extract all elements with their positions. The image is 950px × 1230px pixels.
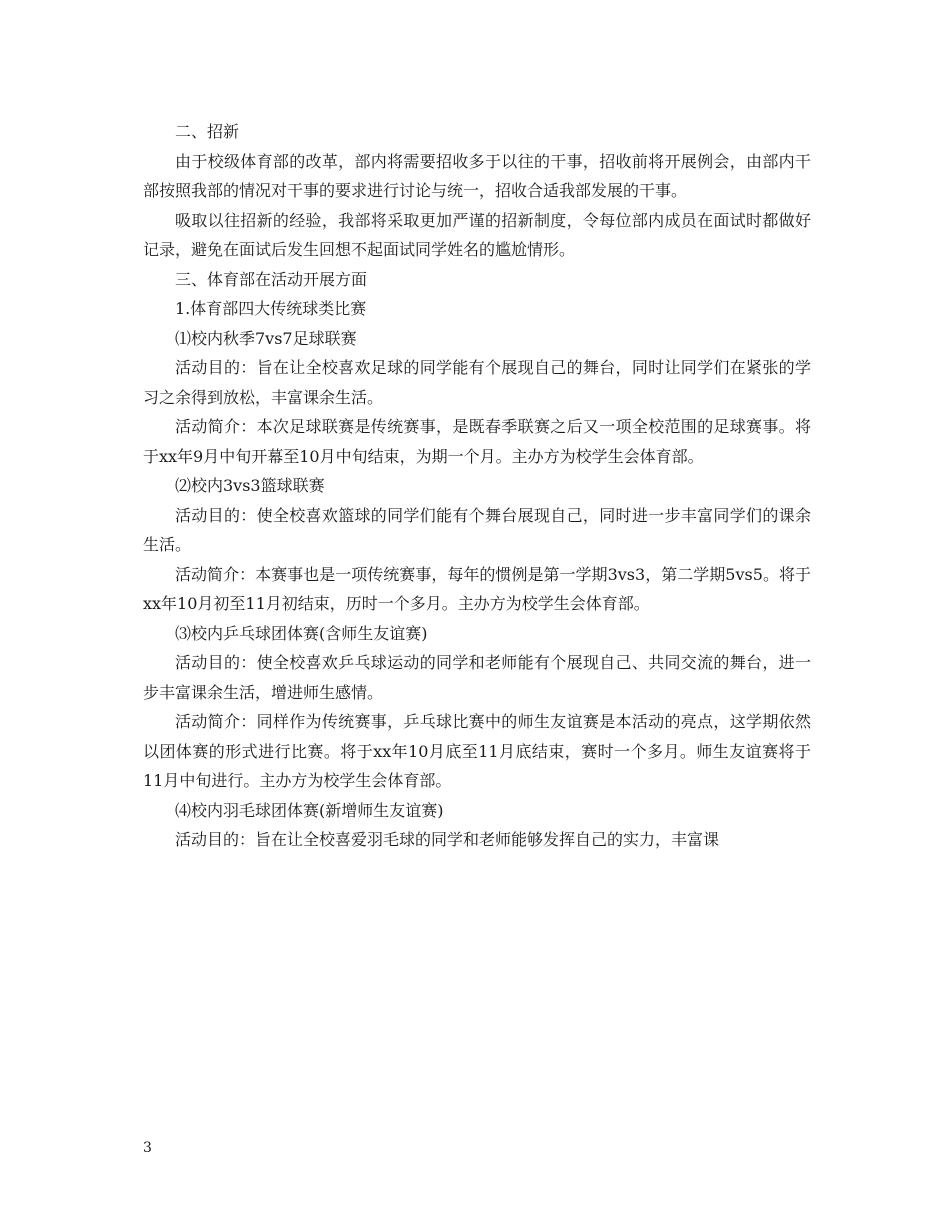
paragraph: 由于校级体育部的改革，部内将需要招收多于以往的干事，招收前将开展例会，由部内干部按照我部的情况对干事的要求进行讨论与统一，招收合适我部发展的干事。 <box>143 151 811 200</box>
paragraph: 活动目的：使全校喜欢乒乓球运动的同学和老师能有个展现自己、共同交流的舞台，进一步丰富课余生活，增进师生感情。 <box>143 653 811 702</box>
paragraph: 活动目的：旨在让全校喜爱羽毛球的同学和老师能够发挥自己的实力，丰富课 <box>175 830 720 849</box>
paragraph: 活动简介：同样作为传统赛事，乒乓球比赛中的师生友谊赛是本活动的亮点，这学期依然以团体赛的形式进行比赛。将于xx年10月底至11月底结束，赛时一个多月。师生友谊赛将于11月中旬进行。主办方为校学生会体育部。 <box>143 712 811 790</box>
section-heading-recruitment: 二、招新 <box>175 122 240 141</box>
section-heading-activities: 三、体育部在活动开展方面 <box>175 269 368 289</box>
paragraph: 活动目的：旨在让全校喜欢足球的同学能有个展现自己的舞台，同时让同学们在紧张的学习之余得到放松，丰富课余生活。 <box>143 358 811 407</box>
event-heading-table-tennis: ⑶校内乒乓球团体赛(含师生友谊赛) <box>175 623 428 643</box>
event-heading-football: ⑴校内秋季7vs7足球联赛 <box>175 328 357 348</box>
subsection-heading: 1.体育部四大传统球类比赛 <box>175 299 367 318</box>
document-body <box>143 117 811 855</box>
page-number: 3 <box>143 1140 152 1156</box>
paragraph: 活动简介：本赛事也是一项传统赛事，每年的惯例是第一学期3vs3，第二学期5vs5。将于xx年10月初至11月初结束，历时一个多月。主办方为校学生会体育部。 <box>143 564 811 613</box>
paragraph: 活动目的：使全校喜欢篮球的同学们能有个舞台展现自己，同时进一步丰富同学们的课余生活。 <box>143 505 811 554</box>
paragraph: 活动简介：本次足球联赛是传统赛事，是既春季联赛之后又一项全校范围的足球赛事。将于xx年9月中旬开幕至10月中旬结束，为期一个月。主办方为校学生会体育部。 <box>143 417 811 466</box>
event-heading-badminton: ⑷校内羽毛球团体赛(新增师生友谊赛) <box>175 800 444 820</box>
event-heading-basketball: ⑵校内3vs3篮球联赛 <box>175 476 325 495</box>
paragraph: 吸取以往招新的经验，我部将采取更加严谨的招新制度，令每位部内成员在面试时都做好记录，避免在面试后发生回想不起面试同学姓名的尴尬情形。 <box>143 210 811 259</box>
